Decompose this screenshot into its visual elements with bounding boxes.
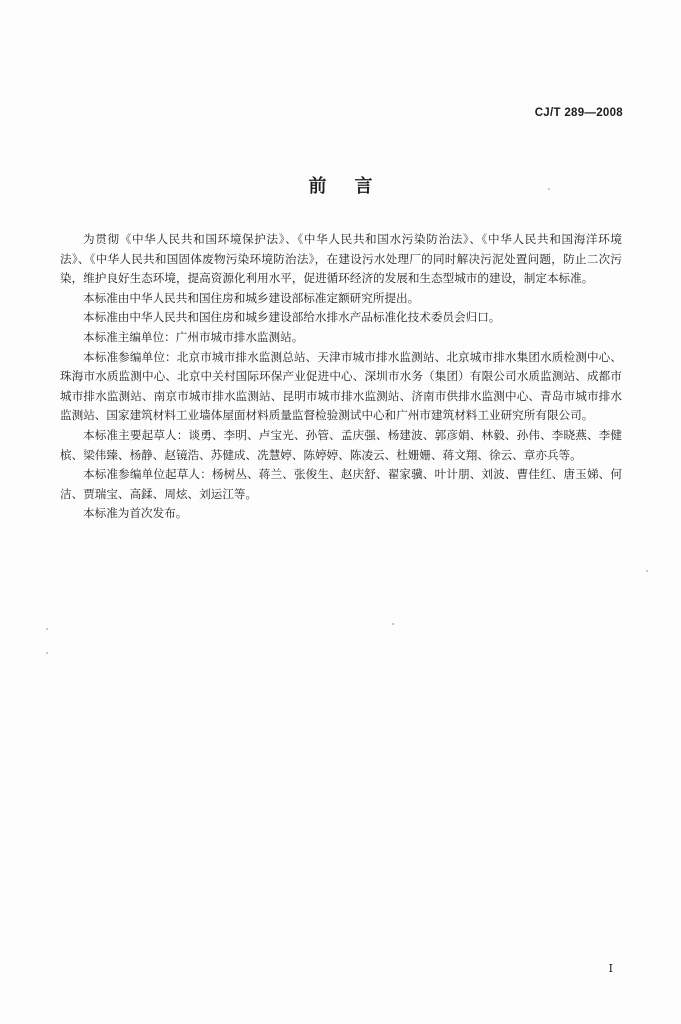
page-title: 前言	[308, 176, 401, 197]
scan-speck	[646, 570, 648, 572]
preface-body	[60, 230, 622, 524]
paragraph-participating-drafters: 本标准参编单位起草人：杨树丛、蒋兰、张俊生、赵庆舒、翟家骥、叶计朋、刘波、曹佳红、唐玉娣、何洁、贾瑞宝、高鍒、周炫、刘运江等。	[60, 467, 622, 501]
page-number: I	[608, 962, 613, 975]
scan-speck	[392, 623, 394, 625]
standard-code: CJ/T 289—2008	[534, 107, 623, 119]
paragraph-administrator: 本标准由中华人民共和国住房和城乡建设部给水排水产品标准化技术委员会归口。	[83, 310, 501, 325]
scan-speck	[46, 628, 48, 630]
paragraph-purpose: 为贯彻《中华人民共和国环境保护法》、《中华人民共和国水污染防治法》、《中华人民共和国海洋环境法》、《中华人民共和国固体废物污染环境防治法》，在建设污水处理厂的同时解决污泥处置问题，防止二次污染，维护良好生态环境，提高资源化利用水平，促进循环经济的发展和生态型城市的建设，制定本标准。	[60, 232, 622, 286]
paragraph-proposer: 本标准由中华人民共和国住房和城乡建设部标准定额研究所提出。	[83, 290, 420, 305]
scan-speck	[548, 188, 550, 190]
scan-speck	[46, 652, 48, 654]
paragraph-first-release: 本标准为首次发布。	[83, 506, 188, 521]
paragraph-chief-unit: 本标准主编单位：广州市城市排水监测站。	[83, 329, 304, 344]
paragraph-main-drafters: 本标准主要起草人：谈勇、李明、卢宝光、孙管、孟庆强、杨建波、郭彦娟、林毅、孙伟、李晓燕、李健槟、梁伟臻、杨静、赵镜浩、苏健成、冼慧婷、陈婷婷、陈凌云、杜姗姗、蒋文翔、徐云、章亦兵等。	[60, 427, 622, 462]
paragraph-participating-units: 本标准参编单位：北京市城市排水监测总站、天津市城市排水监测站、北京城市排水集团水质检测中心、珠海市水质监测中心、北京中关村国际环保产业促进中心、深圳市水务（集团）有限公司水质监测站、成都市城市排水监测站、南京市城市排水监测站、昆明市城市排水监测站、济南市供排水监测中心、青岛市城市排水监测站、国家建筑材料工业墙体屋面材料质量监督检验测试中心和广州市建筑材料工业研究所有限公司。	[60, 349, 622, 423]
